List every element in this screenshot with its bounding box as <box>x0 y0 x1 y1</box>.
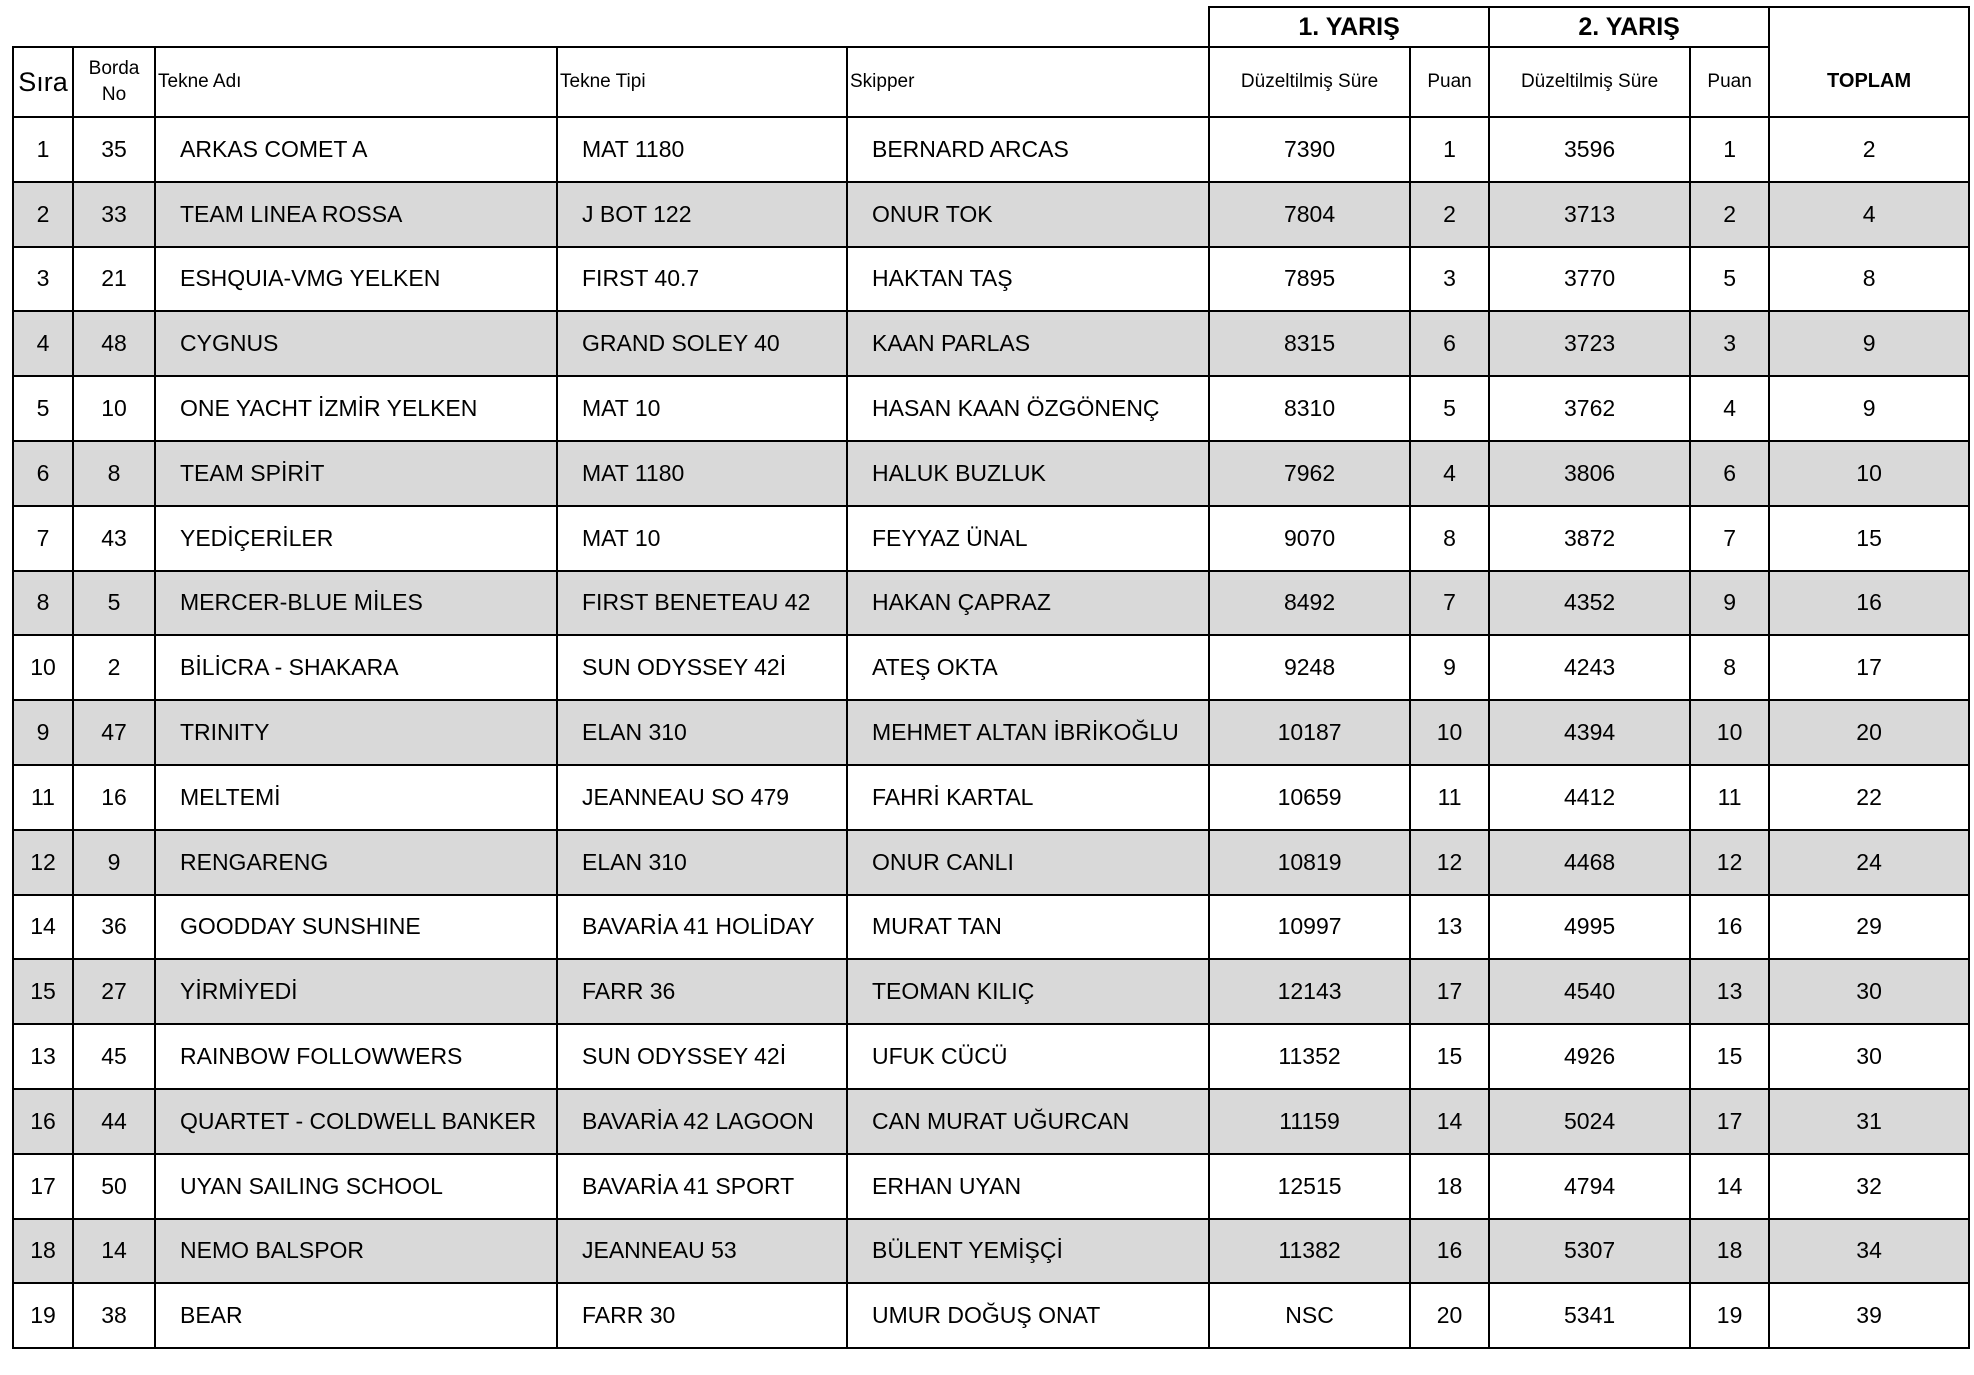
toplam-cell: 39 <box>1769 1283 1969 1348</box>
sira-cell: 12 <box>13 830 73 895</box>
table-row <box>13 959 1969 1024</box>
race2-sure-header: Düzeltilmiş Süre <box>1489 47 1690 117</box>
race1-sure-cell: 7390 <box>1209 117 1410 182</box>
sira-cell: 19 <box>13 1283 73 1348</box>
toplam-cell: 16 <box>1769 571 1969 636</box>
table-row <box>13 765 1969 830</box>
race2-puan-cell: 6 <box>1690 441 1769 506</box>
skipper-cell: CAN MURAT UĞURCAN <box>847 1089 1209 1154</box>
tip-cell: MAT 10 <box>557 376 847 441</box>
sira-cell: 8 <box>13 571 73 636</box>
race1-sure-cell: 11382 <box>1209 1219 1410 1284</box>
tip-cell: BAVARİA 41 SPORT <box>557 1154 847 1219</box>
borda-cell: 47 <box>73 700 155 765</box>
borda-cell: 33 <box>73 182 155 247</box>
tekne-cell: BİLİCRA - SHAKARA <box>155 635 557 700</box>
toplam-cell: 10 <box>1769 441 1969 506</box>
toplam-cell: 8 <box>1769 247 1969 312</box>
tip-cell: JEANNEAU SO 479 <box>557 765 847 830</box>
skipper-header: Skipper <box>847 47 1209 117</box>
race1-puan-cell: 17 <box>1410 959 1489 1024</box>
tip-cell: ELAN 310 <box>557 700 847 765</box>
race2-puan-cell: 13 <box>1690 959 1769 1024</box>
race1-sure-cell: 11352 <box>1209 1024 1410 1089</box>
race1-sure-cell: 7804 <box>1209 182 1410 247</box>
sira-cell: 7 <box>13 506 73 571</box>
table-row <box>13 376 1969 441</box>
race1-sure-cell: 12143 <box>1209 959 1410 1024</box>
race2-sure-cell: 4794 <box>1489 1154 1690 1219</box>
race2-puan-cell: 11 <box>1690 765 1769 830</box>
toplam-cell: 34 <box>1769 1219 1969 1284</box>
toplam-cell: 9 <box>1769 376 1969 441</box>
toplam-header: TOPLAM <box>1769 7 1969 117</box>
race2-puan-cell: 5 <box>1690 247 1769 312</box>
race1-puan-cell: 6 <box>1410 311 1489 376</box>
race1-puan-cell: 10 <box>1410 700 1489 765</box>
race1-sure-cell: 9248 <box>1209 635 1410 700</box>
race2-sure-cell: 3596 <box>1489 117 1690 182</box>
borda-cell: 50 <box>73 1154 155 1219</box>
race2-puan-cell: 16 <box>1690 895 1769 960</box>
tekne-cell: ARKAS COMET A <box>155 117 557 182</box>
race2-sure-cell: 4352 <box>1489 571 1690 636</box>
race1-puan-cell: 20 <box>1410 1283 1489 1348</box>
race2-puan-cell: 15 <box>1690 1024 1769 1089</box>
toplam-cell: 4 <box>1769 182 1969 247</box>
tip-cell: MAT 10 <box>557 506 847 571</box>
sira-cell: 18 <box>13 1219 73 1284</box>
tekne-cell: RENGARENG <box>155 830 557 895</box>
race1-sure-cell: 8492 <box>1209 571 1410 636</box>
borda-header-line1: Borda <box>88 58 140 79</box>
race2-sure-cell: 4468 <box>1489 830 1690 895</box>
tekne-cell: MERCER-BLUE MİLES <box>155 571 557 636</box>
toplam-cell: 20 <box>1769 700 1969 765</box>
skipper-cell: HAKAN ÇAPRAZ <box>847 571 1209 636</box>
borda-header <box>73 47 155 117</box>
borda-cell: 35 <box>73 117 155 182</box>
tip-cell: FIRST 40.7 <box>557 247 847 312</box>
race1-puan-cell: 7 <box>1410 571 1489 636</box>
race1-puan-cell: 14 <box>1410 1089 1489 1154</box>
tip-cell: BAVARİA 41 HOLİDAY <box>557 895 847 960</box>
sira-cell: 16 <box>13 1089 73 1154</box>
skipper-cell: BÜLENT YEMİŞÇİ <box>847 1219 1209 1284</box>
toplam-cell: 22 <box>1769 765 1969 830</box>
sira-cell: 1 <box>13 117 73 182</box>
race2-header: 2. YARIŞ <box>1489 7 1769 47</box>
race1-puan-cell: 1 <box>1410 117 1489 182</box>
sira-cell: 14 <box>13 895 73 960</box>
tekne-cell: CYGNUS <box>155 311 557 376</box>
race2-puan-cell: 2 <box>1690 182 1769 247</box>
race2-sure-cell: 4995 <box>1489 895 1690 960</box>
race2-sure-cell: 4243 <box>1489 635 1690 700</box>
race1-header: 1. YARIŞ <box>1209 7 1489 47</box>
tekne-cell: BEAR <box>155 1283 557 1348</box>
toplam-cell: 17 <box>1769 635 1969 700</box>
tip-cell: MAT 1180 <box>557 117 847 182</box>
race1-sure-cell: 10187 <box>1209 700 1410 765</box>
race1-puan-cell: 4 <box>1410 441 1489 506</box>
borda-cell: 48 <box>73 311 155 376</box>
race1-sure-cell: 8315 <box>1209 311 1410 376</box>
sira-cell: 3 <box>13 247 73 312</box>
tekne-cell: UYAN SAILING SCHOOL <box>155 1154 557 1219</box>
sira-header: Sıra <box>13 47 73 117</box>
race2-puan-cell: 7 <box>1690 506 1769 571</box>
race1-puan-cell: 3 <box>1410 247 1489 312</box>
skipper-cell: ONUR CANLI <box>847 830 1209 895</box>
borda-cell: 16 <box>73 765 155 830</box>
results-table <box>12 6 1970 1349</box>
race1-puan-cell: 2 <box>1410 182 1489 247</box>
table-row <box>13 700 1969 765</box>
toplam-cell: 31 <box>1769 1089 1969 1154</box>
tip-cell: BAVARİA 42 LAGOON <box>557 1089 847 1154</box>
tip-cell: JEANNEAU 53 <box>557 1219 847 1284</box>
race1-puan-cell: 9 <box>1410 635 1489 700</box>
race2-sure-cell: 5024 <box>1489 1089 1690 1154</box>
table-row <box>13 117 1969 182</box>
race2-sure-cell: 4394 <box>1489 700 1690 765</box>
race1-puan-cell: 18 <box>1410 1154 1489 1219</box>
race2-sure-cell: 3723 <box>1489 311 1690 376</box>
table-row <box>13 1089 1969 1154</box>
tekne-cell: GOODDAY SUNSHINE <box>155 895 557 960</box>
race2-puan-cell: 1 <box>1690 117 1769 182</box>
race1-sure-cell: 10659 <box>1209 765 1410 830</box>
race2-sure-cell: 3713 <box>1489 182 1690 247</box>
borda-cell: 44 <box>73 1089 155 1154</box>
sira-cell: 6 <box>13 441 73 506</box>
borda-cell: 43 <box>73 506 155 571</box>
skipper-cell: FEYYAZ ÜNAL <box>847 506 1209 571</box>
race2-puan-cell: 10 <box>1690 700 1769 765</box>
race2-sure-cell: 4540 <box>1489 959 1690 1024</box>
borda-cell: 2 <box>73 635 155 700</box>
tekne-cell: YİRMİYEDİ <box>155 959 557 1024</box>
sira-cell: 17 <box>13 1154 73 1219</box>
tip-cell: MAT 1180 <box>557 441 847 506</box>
table-row <box>13 1283 1969 1348</box>
race2-puan-cell: 9 <box>1690 571 1769 636</box>
tip-cell: SUN ODYSSEY 42İ <box>557 635 847 700</box>
race2-sure-cell: 4412 <box>1489 765 1690 830</box>
sira-cell: 13 <box>13 1024 73 1089</box>
skipper-cell: HALUK BUZLUK <box>847 441 1209 506</box>
borda-cell: 14 <box>73 1219 155 1284</box>
race1-sure-cell: NSC <box>1209 1283 1410 1348</box>
tekne-cell: ESHQUIA-VMG YELKEN <box>155 247 557 312</box>
tekne-cell: RAINBOW FOLLOWWERS <box>155 1024 557 1089</box>
race2-sure-cell: 3872 <box>1489 506 1690 571</box>
skipper-cell: BERNARD ARCAS <box>847 117 1209 182</box>
tip-cell: FARR 36 <box>557 959 847 1024</box>
table-row <box>13 571 1969 636</box>
race1-sure-cell: 8310 <box>1209 376 1410 441</box>
table-row <box>13 247 1969 312</box>
race1-sure-cell: 11159 <box>1209 1089 1410 1154</box>
race2-sure-cell: 5341 <box>1489 1283 1690 1348</box>
race1-puan-cell: 16 <box>1410 1219 1489 1284</box>
race2-sure-cell: 4926 <box>1489 1024 1690 1089</box>
tekne-cell: TEAM LINEA ROSSA <box>155 182 557 247</box>
toplam-cell: 15 <box>1769 506 1969 571</box>
toplam-cell: 30 <box>1769 1024 1969 1089</box>
tekne-cell: TEAM SPİRİT <box>155 441 557 506</box>
results-body <box>13 117 1969 1348</box>
tekne-cell: NEMO BALSPOR <box>155 1219 557 1284</box>
table-row <box>13 635 1969 700</box>
race1-sure-cell: 10819 <box>1209 830 1410 895</box>
tekne-cell: YEDİÇERİLER <box>155 506 557 571</box>
race1-puan-cell: 13 <box>1410 895 1489 960</box>
tip-cell: ELAN 310 <box>557 830 847 895</box>
race2-sure-cell: 3762 <box>1489 376 1690 441</box>
borda-header-line2: No <box>101 84 127 105</box>
race1-puan-cell: 15 <box>1410 1024 1489 1089</box>
sira-cell: 15 <box>13 959 73 1024</box>
table-row <box>13 1154 1969 1219</box>
toplam-cell: 2 <box>1769 117 1969 182</box>
race1-puan-cell: 12 <box>1410 830 1489 895</box>
toplam-cell: 32 <box>1769 1154 1969 1219</box>
race1-puan-header: Puan <box>1410 47 1489 117</box>
sira-cell: 5 <box>13 376 73 441</box>
borda-cell: 21 <box>73 247 155 312</box>
race1-puan-cell: 8 <box>1410 506 1489 571</box>
table-row <box>13 830 1969 895</box>
borda-cell: 9 <box>73 830 155 895</box>
borda-cell: 38 <box>73 1283 155 1348</box>
table-row <box>13 1219 1969 1284</box>
skipper-cell: HASAN KAAN ÖZGÖNENÇ <box>847 376 1209 441</box>
toplam-cell: 9 <box>1769 311 1969 376</box>
race1-sure-cell: 7895 <box>1209 247 1410 312</box>
table-row <box>13 182 1969 247</box>
borda-cell: 27 <box>73 959 155 1024</box>
borda-cell: 45 <box>73 1024 155 1089</box>
table-row <box>13 311 1969 376</box>
tekne-tipi-header: Tekne Tipi <box>557 47 847 117</box>
race2-sure-cell: 5307 <box>1489 1219 1690 1284</box>
toplam-cell: 24 <box>1769 830 1969 895</box>
race2-puan-cell: 18 <box>1690 1219 1769 1284</box>
table-row <box>13 895 1969 960</box>
race2-puan-cell: 17 <box>1690 1089 1769 1154</box>
race1-puan-cell: 5 <box>1410 376 1489 441</box>
table-row <box>13 506 1969 571</box>
tip-cell: J BOT 122 <box>557 182 847 247</box>
skipper-cell: ERHAN UYAN <box>847 1154 1209 1219</box>
tekne-cell: MELTEMİ <box>155 765 557 830</box>
tekne-cell: ONE YACHT İZMİR YELKEN <box>155 376 557 441</box>
skipper-cell: ATEŞ OKTA <box>847 635 1209 700</box>
race2-sure-cell: 3770 <box>1489 247 1690 312</box>
race2-puan-cell: 19 <box>1690 1283 1769 1348</box>
sira-cell: 11 <box>13 765 73 830</box>
skipper-cell: TEOMAN KILIÇ <box>847 959 1209 1024</box>
race1-sure-cell: 12515 <box>1209 1154 1410 1219</box>
skipper-cell: FAHRİ KARTAL <box>847 765 1209 830</box>
race1-sure-header: Düzeltilmiş Süre <box>1209 47 1410 117</box>
borda-cell: 8 <box>73 441 155 506</box>
table-row <box>13 441 1969 506</box>
header-spacer <box>13 7 1209 47</box>
borda-cell: 10 <box>73 376 155 441</box>
tekne-cell: TRINITY <box>155 700 557 765</box>
toplam-cell: 30 <box>1769 959 1969 1024</box>
sira-cell: 2 <box>13 182 73 247</box>
sira-cell: 10 <box>13 635 73 700</box>
race1-sure-cell: 7962 <box>1209 441 1410 506</box>
race1-sure-cell: 10997 <box>1209 895 1410 960</box>
tekne-adi-header: Tekne Adı <box>155 47 557 117</box>
race1-puan-cell: 11 <box>1410 765 1489 830</box>
race2-puan-cell: 14 <box>1690 1154 1769 1219</box>
sira-cell: 9 <box>13 700 73 765</box>
race2-puan-cell: 8 <box>1690 635 1769 700</box>
skipper-cell: UMUR DOĞUŞ ONAT <box>847 1283 1209 1348</box>
skipper-cell: ONUR TOK <box>847 182 1209 247</box>
tip-cell: GRAND SOLEY 40 <box>557 311 847 376</box>
race2-puan-cell: 12 <box>1690 830 1769 895</box>
tip-cell: FIRST BENETEAU 42 <box>557 571 847 636</box>
skipper-cell: UFUK CÜCÜ <box>847 1024 1209 1089</box>
table-row <box>13 1024 1969 1089</box>
race2-sure-cell: 3806 <box>1489 441 1690 506</box>
sira-cell: 4 <box>13 311 73 376</box>
race2-puan-header: Puan <box>1690 47 1769 117</box>
tip-cell: SUN ODYSSEY 42İ <box>557 1024 847 1089</box>
race2-puan-cell: 3 <box>1690 311 1769 376</box>
skipper-cell: MEHMET ALTAN İBRİKOĞLU <box>847 700 1209 765</box>
borda-cell: 36 <box>73 895 155 960</box>
toplam-cell: 29 <box>1769 895 1969 960</box>
skipper-cell: KAAN PARLAS <box>847 311 1209 376</box>
skipper-cell: HAKTAN TAŞ <box>847 247 1209 312</box>
race1-sure-cell: 9070 <box>1209 506 1410 571</box>
skipper-cell: MURAT TAN <box>847 895 1209 960</box>
tip-cell: FARR 30 <box>557 1283 847 1348</box>
race2-puan-cell: 4 <box>1690 376 1769 441</box>
borda-cell: 5 <box>73 571 155 636</box>
tekne-cell: QUARTET - COLDWELL BANKER <box>155 1089 557 1154</box>
